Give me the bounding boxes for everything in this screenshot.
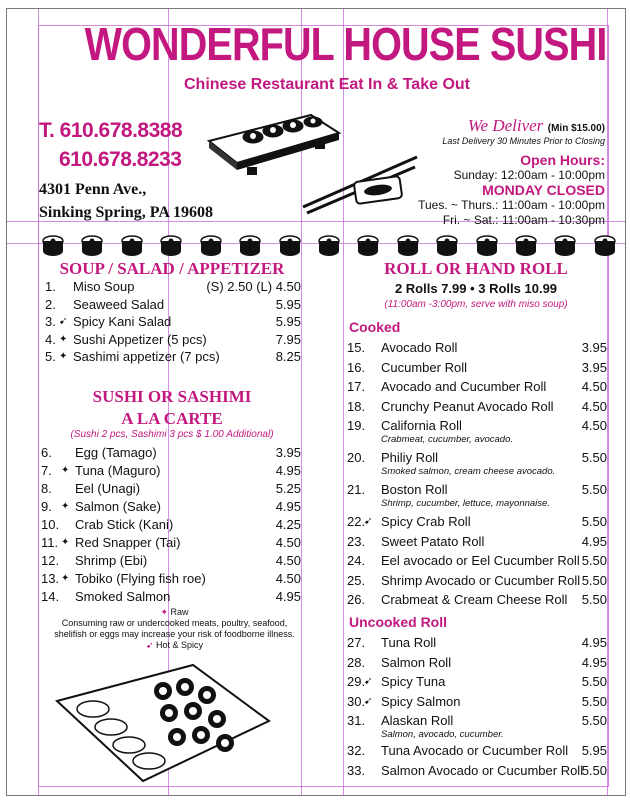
raw-star-icon: ✦ xyxy=(160,607,168,617)
menu-item xyxy=(45,314,301,330)
item-name: Sushi Appetizer (5 pcs) xyxy=(73,331,207,347)
item-number: 10. xyxy=(41,517,60,532)
uncooked-subtitle: Uncooked Roll xyxy=(349,614,448,630)
item-number: 19. xyxy=(347,418,366,433)
last-delivery-note: Last Delivery 30 Minutes Prior to Closing xyxy=(442,136,605,146)
item-number: 5. xyxy=(45,349,56,364)
menu-item xyxy=(41,535,301,551)
item-number: 32. xyxy=(347,743,366,758)
menu-item xyxy=(347,763,607,779)
menu-page xyxy=(6,8,626,796)
item-description: Smoked salmon, cream cheese avocado. xyxy=(381,466,556,477)
item-price-sizes: (S) 2.50 (L) 4.50 xyxy=(206,279,301,294)
restaurant-name: WONDERFUL HOUSE SUSHI xyxy=(84,18,607,70)
item-name: Tobiko (Flying fish roe) xyxy=(75,571,206,586)
item-price: 5.50 xyxy=(581,674,607,689)
menu-item xyxy=(347,360,607,376)
item-name: Sashimi appetizer (7 pcs) xyxy=(73,349,220,364)
item-name: Spicy Salmon xyxy=(381,693,461,709)
item-number: 7. xyxy=(41,463,52,478)
roll-note: (11:00am -3:00pm, serve with miso soup) xyxy=(384,299,568,310)
sushi-roll-icon xyxy=(317,233,341,257)
item-number: 25. xyxy=(347,572,366,588)
menu-item xyxy=(347,418,607,446)
item-name: Shrimp Avocado or Cucumber Roll xyxy=(381,572,581,588)
item-price: 4.95 xyxy=(581,654,607,670)
sushi-roll-icon xyxy=(41,233,65,257)
delivery-label: We Deliver xyxy=(467,116,544,135)
menu-item xyxy=(45,349,301,365)
menu-item xyxy=(41,445,301,461)
sushi-section-title xyxy=(41,386,303,430)
sushi-roll-divider xyxy=(41,233,617,259)
item-name: Alaskan Roll xyxy=(381,713,454,728)
menu-item xyxy=(41,499,301,515)
item-price: 5.50 xyxy=(581,450,607,465)
sushi-note: (Sushi 2 pcs, Sashimi 3 pcs $ 1.00 Additional) xyxy=(70,429,274,440)
item-price: 5.95 xyxy=(275,314,301,329)
roll-section-title: ROLL OR HAND ROLL xyxy=(384,259,568,278)
sushi-roll-icon xyxy=(80,233,104,257)
legend-warning: Consuming raw or undercooked meats, poultry, seafood, shelifish or eggs may increase your risk of foodborne illness. xyxy=(54,618,295,639)
menu-item xyxy=(347,340,607,356)
item-number: 14. xyxy=(41,589,60,604)
item-number: 18. xyxy=(347,398,366,414)
item-name: Seaweed Salad xyxy=(73,296,165,312)
address-line: Sinking Spring, PA 19608 xyxy=(39,204,213,221)
sushi-roll-icon xyxy=(199,233,223,257)
menu-item xyxy=(347,694,607,710)
item-name: Spicy Kani Salad xyxy=(73,314,172,329)
item-number: 11. xyxy=(41,535,59,550)
item-price: 4.50 xyxy=(275,553,301,568)
item-price: 4.50 xyxy=(275,571,301,586)
item-number: 27. xyxy=(347,635,366,650)
item-price: 4.95 xyxy=(275,589,301,604)
item-price: 4.95 xyxy=(275,499,301,514)
item-number: 1. xyxy=(45,279,56,294)
menu-item xyxy=(347,482,607,510)
hours-sunday: Sunday: 12:00am - 10:00pm xyxy=(453,168,605,182)
item-number: 29. xyxy=(347,674,366,689)
item-name: Shrimp (Ebi) xyxy=(75,553,148,568)
item-name: Red Snapper (Tai) xyxy=(75,535,181,550)
item-number: 28. xyxy=(347,654,366,670)
item-price: 5.50 xyxy=(581,572,607,588)
raw-star-icon: ✦ xyxy=(61,573,70,584)
item-price: 4.50 xyxy=(581,398,607,414)
item-price: 4.50 xyxy=(581,418,607,433)
menu-item xyxy=(41,571,301,587)
item-price: 5.95 xyxy=(275,296,301,312)
menu-item xyxy=(347,655,607,671)
item-number: 26. xyxy=(347,592,366,607)
item-name: Philiy Roll xyxy=(381,450,439,465)
menu-item xyxy=(347,635,607,651)
item-name: Salmon (Sake) xyxy=(75,499,161,514)
item-price: 4.50 xyxy=(275,535,301,550)
item-price: 5.25 xyxy=(275,481,301,496)
item-price: 4.25 xyxy=(275,517,301,532)
item-number: 30. xyxy=(347,693,366,709)
item-price: 3.95 xyxy=(275,445,301,460)
menu-item xyxy=(347,399,607,415)
sushi-roll-icon xyxy=(120,233,144,257)
delivery-minimum: (Min $15.00) xyxy=(547,123,605,134)
menu-item xyxy=(347,743,607,759)
delivery-info xyxy=(442,116,605,146)
item-number: 16. xyxy=(347,359,366,375)
roll-deal: 2 Rolls 7.99 • 3 Rolls 10.99 xyxy=(394,281,558,296)
item-price: 5.95 xyxy=(581,743,607,758)
item-description: Salmon, avocado, cucumber. xyxy=(381,729,504,740)
menu-item xyxy=(347,553,607,569)
item-number: 12. xyxy=(41,553,60,568)
item-number: 13. xyxy=(41,571,60,586)
menu-item xyxy=(41,589,301,605)
item-name: Spicy Tuna xyxy=(381,674,446,689)
item-number: 6. xyxy=(41,445,52,460)
item-price: 5.50 xyxy=(581,693,607,709)
raw-star-icon: ✦ xyxy=(61,537,70,548)
item-name: Avocado Roll xyxy=(381,340,458,355)
item-price: 3.95 xyxy=(581,340,607,355)
item-price: 5.50 xyxy=(581,553,607,568)
item-number: 24. xyxy=(347,553,366,568)
item-price: 5.50 xyxy=(581,592,607,607)
chopsticks-icon xyxy=(299,149,419,219)
item-name: Avocado and Cucumber Roll xyxy=(381,379,547,394)
pepper-icon: ➹ xyxy=(59,316,68,327)
item-price: 3.95 xyxy=(581,359,607,375)
item-number: 15. xyxy=(347,340,366,355)
item-price: 4.95 xyxy=(275,463,301,478)
item-price: 4.95 xyxy=(581,533,607,549)
item-number: 4. xyxy=(45,331,56,347)
menu-item xyxy=(347,514,607,530)
item-name: Sweet Patato Roll xyxy=(381,533,485,549)
item-description: Shrimp, cucumber, lettuce, mayonnaise. xyxy=(381,498,550,509)
item-name: Eel avocado or Eel Cucumber Roll xyxy=(381,553,580,568)
menu-item xyxy=(347,450,607,478)
sushi-roll-icon xyxy=(475,233,499,257)
item-name: Eel (Unagi) xyxy=(75,481,141,496)
item-name: Tuna Avocado or Cucumber Roll xyxy=(381,743,569,758)
menu-item xyxy=(347,379,607,395)
sushi-roll-icon xyxy=(159,233,183,257)
item-name: Tuna (Maguro) xyxy=(75,463,161,478)
item-number: 20. xyxy=(347,450,366,465)
item-number: 31. xyxy=(347,713,366,728)
item-name: Crabmeat & Cream Cheese Roll xyxy=(381,592,568,607)
menu-item xyxy=(347,534,607,550)
legend-raw: Raw xyxy=(170,607,189,617)
menu-item xyxy=(347,674,607,690)
sushi-roll-icon xyxy=(553,233,577,257)
item-price: 5.50 xyxy=(581,482,607,497)
item-price: 5.50 xyxy=(581,514,607,529)
cooked-subtitle: Cooked xyxy=(349,319,401,335)
sushi-roll-icon xyxy=(514,233,538,257)
restaurant-subtitle: Chinese Restaurant Eat In & Take Out xyxy=(184,76,470,93)
pepper-icon: ➹ xyxy=(364,676,373,687)
item-number: 8. xyxy=(41,481,52,496)
raw-star-icon: ✦ xyxy=(59,351,68,362)
sushi-platter-icon xyxy=(53,661,273,785)
item-name: Crunchy Peanut Avocado Roll xyxy=(381,398,554,414)
address-line: 4301 Penn Ave., xyxy=(39,181,147,198)
item-name: Cucumber Roll xyxy=(381,359,467,375)
item-number: 33. xyxy=(347,762,366,778)
item-name: Spicy Crab Roll xyxy=(381,514,471,529)
item-name: Salmon Avocado or Cucumber Roll xyxy=(381,762,584,778)
menu-item xyxy=(45,297,301,313)
item-price: 5.50 xyxy=(581,713,607,728)
raw-star-icon: ✦ xyxy=(61,501,70,512)
open-hours xyxy=(418,153,605,228)
item-price: 4.50 xyxy=(581,379,607,394)
item-name: Smoked Salmon xyxy=(75,589,171,604)
item-number: 22. xyxy=(347,514,366,529)
sushi-roll-icon xyxy=(435,233,459,257)
hours-title: Open Hours: xyxy=(520,152,605,168)
item-number: 23. xyxy=(347,533,366,549)
item-name: Crab Stick (Kani) xyxy=(75,517,174,532)
item-name: California Roll xyxy=(381,418,462,433)
item-number: 2. xyxy=(45,296,56,312)
menu-item xyxy=(41,481,301,497)
menu-item xyxy=(41,553,301,569)
sushi-title-line: A LA CARTE xyxy=(121,409,223,428)
phone-number: T. 610.678.8388 xyxy=(39,119,183,142)
item-name: Tuna Roll xyxy=(381,635,437,650)
raw-star-icon: ✦ xyxy=(59,333,68,345)
menu-item xyxy=(41,463,301,479)
phone-number: 610.678.8233 xyxy=(59,148,182,171)
item-price: 7.95 xyxy=(275,331,301,347)
sushi-roll-icon xyxy=(396,233,420,257)
menu-item xyxy=(347,592,607,608)
hours-fri-sat: Fri. ~ Sat.: 11:00am - 10:30pm xyxy=(442,213,605,227)
item-price: 8.25 xyxy=(275,349,301,364)
menu-item xyxy=(347,573,607,589)
soup-section-title: SOUP / SALAD / APPETIZER xyxy=(59,259,285,278)
hours-tue-thu: Tues. ~ Thurs.: 11:00am - 10:00pm xyxy=(418,198,605,212)
item-number: 9. xyxy=(41,499,52,514)
item-name: Salmon Roll xyxy=(381,654,452,670)
item-name: Miso Soup xyxy=(73,279,135,294)
menu-item xyxy=(41,517,301,533)
hours-monday: MONDAY CLOSED xyxy=(482,182,605,198)
item-number: 17. xyxy=(347,379,366,394)
sushi-roll-icon xyxy=(356,233,380,257)
menu-item xyxy=(45,279,301,295)
menu-item xyxy=(45,332,301,348)
legend-spicy: Hot & Spicy xyxy=(156,640,204,650)
pepper-icon: ➹ xyxy=(145,640,154,650)
item-price: 4.95 xyxy=(581,635,607,650)
item-name: Egg (Tamago) xyxy=(75,445,157,460)
sushi-roll-icon xyxy=(238,233,262,257)
item-number: 3. xyxy=(45,314,56,329)
sushi-title-line: SUSHI OR SASHIMI xyxy=(92,387,252,406)
sushi-roll-icon xyxy=(593,233,617,257)
sushi-roll-icon xyxy=(278,233,302,257)
item-description: Crabmeat, cucumber, avocado. xyxy=(381,434,514,445)
item-name: Boston Roll xyxy=(381,482,448,497)
item-number: 21. xyxy=(347,482,366,497)
menu-item xyxy=(347,713,607,741)
raw-star-icon: ✦ xyxy=(61,465,70,476)
legend xyxy=(47,607,302,651)
item-price: 5.50 xyxy=(581,762,607,778)
pepper-icon: ➹ xyxy=(364,695,373,707)
pepper-icon: ➹ xyxy=(364,516,373,527)
